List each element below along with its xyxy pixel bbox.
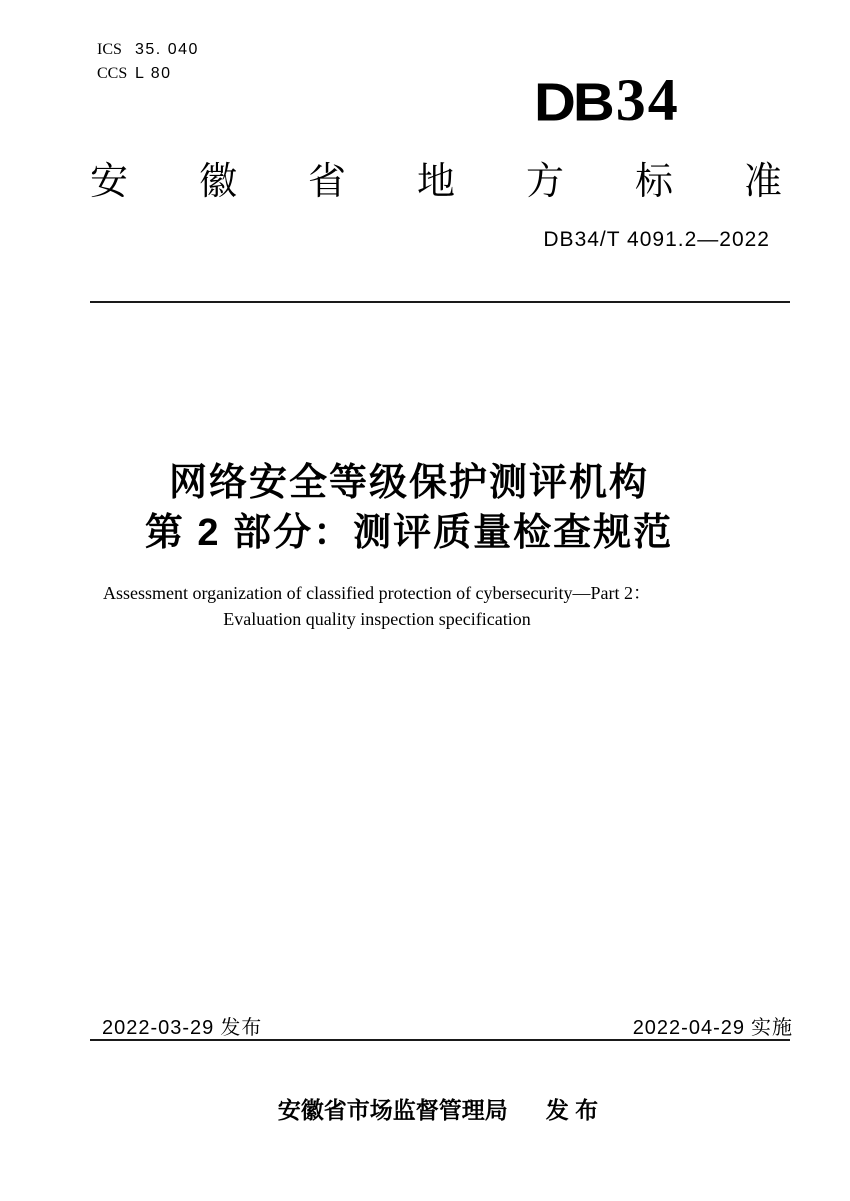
standard-category-title: 安徽省地方标准 [90, 161, 782, 203]
document-title-en [0, 580, 754, 632]
document-title-en-line1: Assessment organization of classified protection of cybersecurity—Part 2： [102, 583, 652, 603]
standard-number: DB34/T 4091.2—2022 [543, 228, 770, 251]
publisher-action: 发 布 [545, 1097, 599, 1123]
document-title-cn-line2: 第 2 部分：测评质量检查规范 [144, 512, 674, 554]
ics-label: ICS [97, 41, 122, 58]
ccs-value: L 80 [135, 65, 172, 82]
document-title-cn [0, 458, 818, 558]
issue-date [102, 1011, 262, 1040]
effective-date-value: 2022-04-29 [632, 1017, 745, 1039]
publisher-row [26, 1092, 850, 1125]
db34-logo [534, 67, 680, 144]
effective-date-label: 实施 [751, 1017, 793, 1039]
document-title-cn-line1: 网络安全等级保护测评机构 [168, 462, 649, 504]
db34-logo-db: DB [534, 72, 612, 133]
ccs-code-row [97, 62, 199, 86]
classification-codes [97, 38, 199, 86]
ics-code-row [97, 38, 199, 62]
issue-date-value: 2022-03-29 [102, 1017, 215, 1039]
publisher-org: 安徽省市场监督管理局 [277, 1097, 508, 1123]
effective-date [633, 1011, 793, 1040]
header-divider-line [90, 301, 790, 303]
db34-logo-number: 34 [615, 67, 680, 133]
ics-value: 35. 040 [135, 41, 199, 58]
document-title-en-line2: Evaluation quality inspection specification [223, 609, 531, 629]
footer-divider-line [90, 1039, 790, 1041]
ccs-label: CCS [97, 65, 128, 82]
issue-date-label: 发布 [220, 1017, 263, 1039]
